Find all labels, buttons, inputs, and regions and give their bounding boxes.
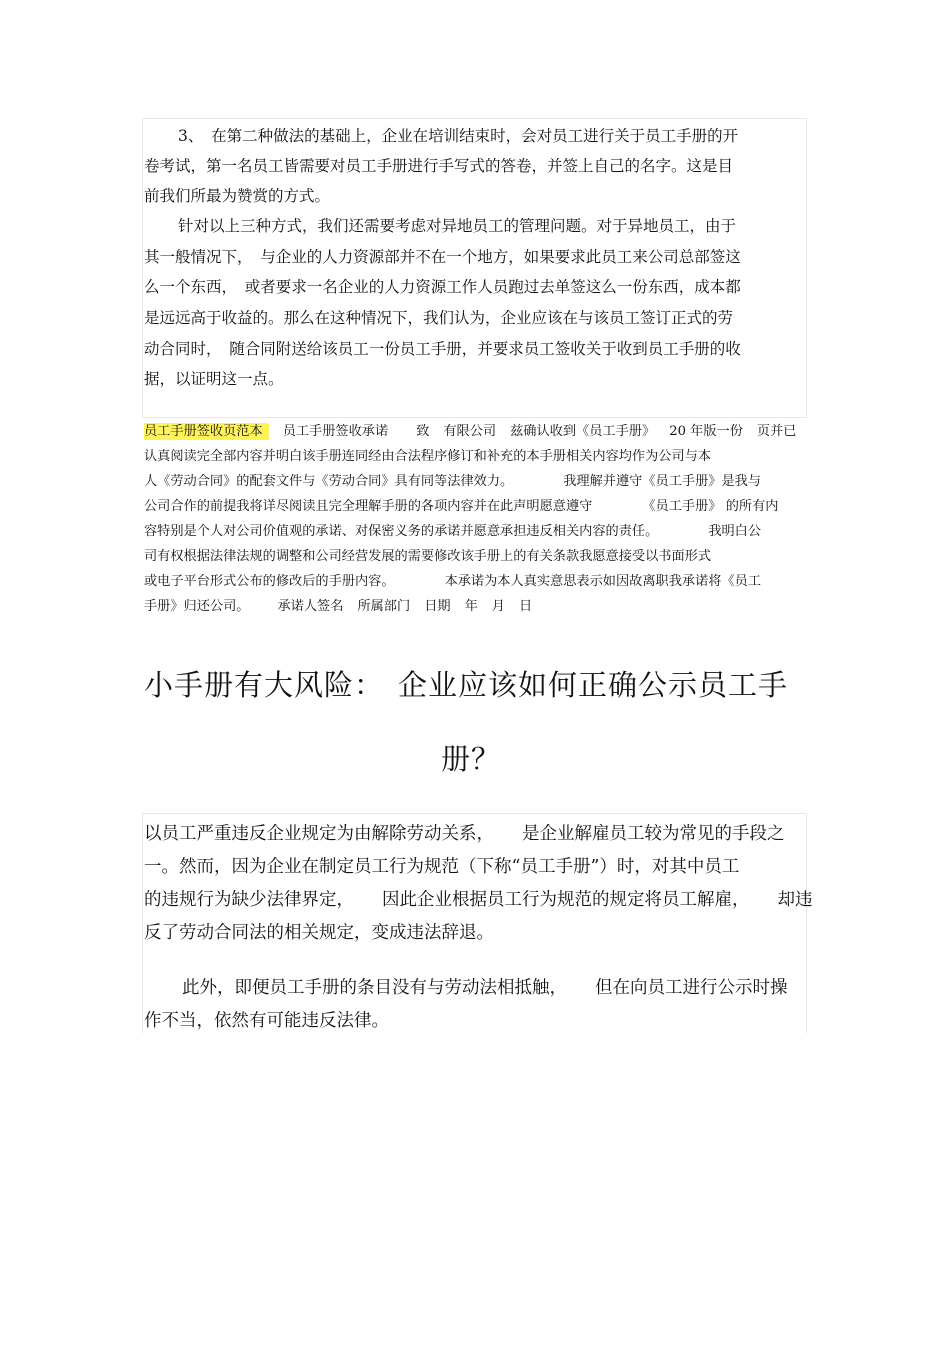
receipt-line-4 <box>144 498 778 516</box>
remote-line-6: 据，以证明这一点。 <box>144 370 284 388</box>
receipt-department-label: 所属部门 <box>357 599 411 614</box>
article-p1-line-3a: 的违规行为缺少法律界定， <box>144 890 354 910</box>
article-p2-line-1b: 但在向员工进行公示时操 <box>595 978 788 998</box>
article-p1-line-1a: 以员工严重违反企业规定为由解除劳动关系， <box>144 824 494 844</box>
article-p2-line-1a: 此外，即便员工手册的条目没有与劳动法相抵触， <box>182 978 567 998</box>
receipt-month-label: 月 <box>491 599 505 614</box>
receipt-date-label: 日期 <box>424 599 451 614</box>
receipt-return: 手册》归还公司。 <box>144 599 250 614</box>
receipt-line-5b: 我明白公 <box>708 524 762 539</box>
article-p1-line-3 <box>144 889 813 911</box>
method3-line-3: 前我们所最为赞赏的方式。 <box>144 187 331 205</box>
article-p1-line-1 <box>144 823 785 845</box>
receipt-line-4a: 公司合作的前提我将详尽阅读且完全理解手册的各项内容并在此声明愿意遵守 <box>144 499 593 514</box>
receipt-title-highlight: 员工手册签收页范本 <box>144 423 269 440</box>
receipt-line-3b: 我理解并遵守《员工手册》是我与 <box>563 474 762 489</box>
remote-line-1: 针对以上三种方式，我们还需要考虑对异地员工的管理问题。对于异地员工，由于 <box>178 217 737 235</box>
receipt-line-2: 认真阅读完全部内容并明白该手册连同经由合法程序修订和补充的本手册相关内容均作为公司与本 <box>144 449 712 464</box>
receipt-edition: 20 年版一份 <box>669 424 743 439</box>
receipt-line-6: 司有权根据法律法规的调整和公司经营发展的需要修改该手册上的有关条款我愿意接受以书面形式 <box>144 549 712 564</box>
article-title-part-a: 小手册有大风险： <box>144 668 385 702</box>
receipt-company: 有限公司 <box>443 424 497 439</box>
remote-line-4: 是远远高于收益的。那么在这种情况下，我们认为，企业应该在与该员工签订正式的劳 <box>144 309 734 327</box>
receipt-pages: 页并已 <box>756 424 797 439</box>
article-p1-line-2: 一。然而，因为企业在制定员工行为规范（下称“员工手册”）时，对其中员工 <box>144 857 740 877</box>
receipt-to: 致 <box>416 424 430 439</box>
article-p2-line-2: 作不当，依然有可能违反法律。 <box>144 1011 389 1031</box>
receipt-line-8 <box>144 598 532 616</box>
method3-line-1: 3、 在第二种做法的基础上，企业在培训结束时，会对员工进行关于员工手册的开 <box>178 127 739 145</box>
article-title-line-1 <box>144 667 788 703</box>
receipt-confirm: 兹确认收到《员工手册》 <box>510 424 656 439</box>
article-p2-line-1 <box>182 977 788 999</box>
receipt-line-1 <box>144 423 796 441</box>
article-p1-line-1b: 是企业解雇员工较为常见的手段之 <box>522 824 785 844</box>
receipt-line-7a: 或电子平台形式公布的修改后的手册内容。 <box>144 574 395 589</box>
article-title-part-b: 企业应该如何正确公示员工手 <box>398 668 789 702</box>
receipt-signature-label: 承诺人签名 <box>277 599 344 614</box>
receipt-year-label: 年 <box>464 599 478 614</box>
article-p1-line-3b: 因此企业根据员工行为规范的规定将员工解雇， <box>382 890 750 910</box>
article-p1-line-4: 反了劳动合同法的相关规定，变成违法辞退。 <box>144 923 494 943</box>
remote-line-3: 么一个东西， 或者要求一名企业的人力资源工作人员跑过去单签这么一份东西，成本都 <box>144 278 741 296</box>
method3-line-2: 卷考试，第一名员工皆需要对员工手册进行手写式的答卷，并签上自己的名字。这是目 <box>144 157 734 175</box>
remote-line-2: 其一般情况下， 与企业的人力资源部并不在一个地方，如果要求此员工来公司总部签这 <box>144 248 741 266</box>
receipt-line-7 <box>144 573 761 591</box>
receipt-line-4b: 《员工手册》 的所有内 <box>642 499 779 514</box>
receipt-line-7b: 本承诺为本人真实意思表示如因故离职我承诺将《员工 <box>444 574 762 589</box>
receipt-heading: 员工手册签收承诺 <box>282 424 389 439</box>
receipt-line-3a: 人《劳动合同》的配套文件与《劳动合同》具有同等法律效力。 <box>144 474 514 489</box>
receipt-line-5 <box>144 523 761 541</box>
receipt-line-3 <box>144 473 761 491</box>
article-title-line-2: 册？ <box>441 742 502 776</box>
remote-line-5: 动合同时， 随合同附送给该员工一份员工手册，并要求员工签收关于收到员工手册的收 <box>144 340 741 358</box>
article-p1-line-3c: 却违 <box>777 890 813 910</box>
receipt-line-5a: 容特别是个人对公司价值观的承诺、对保密义务的承诺并愿意承担违反相关内容的责任。 <box>144 524 659 539</box>
receipt-day-label: 日 <box>518 599 533 614</box>
